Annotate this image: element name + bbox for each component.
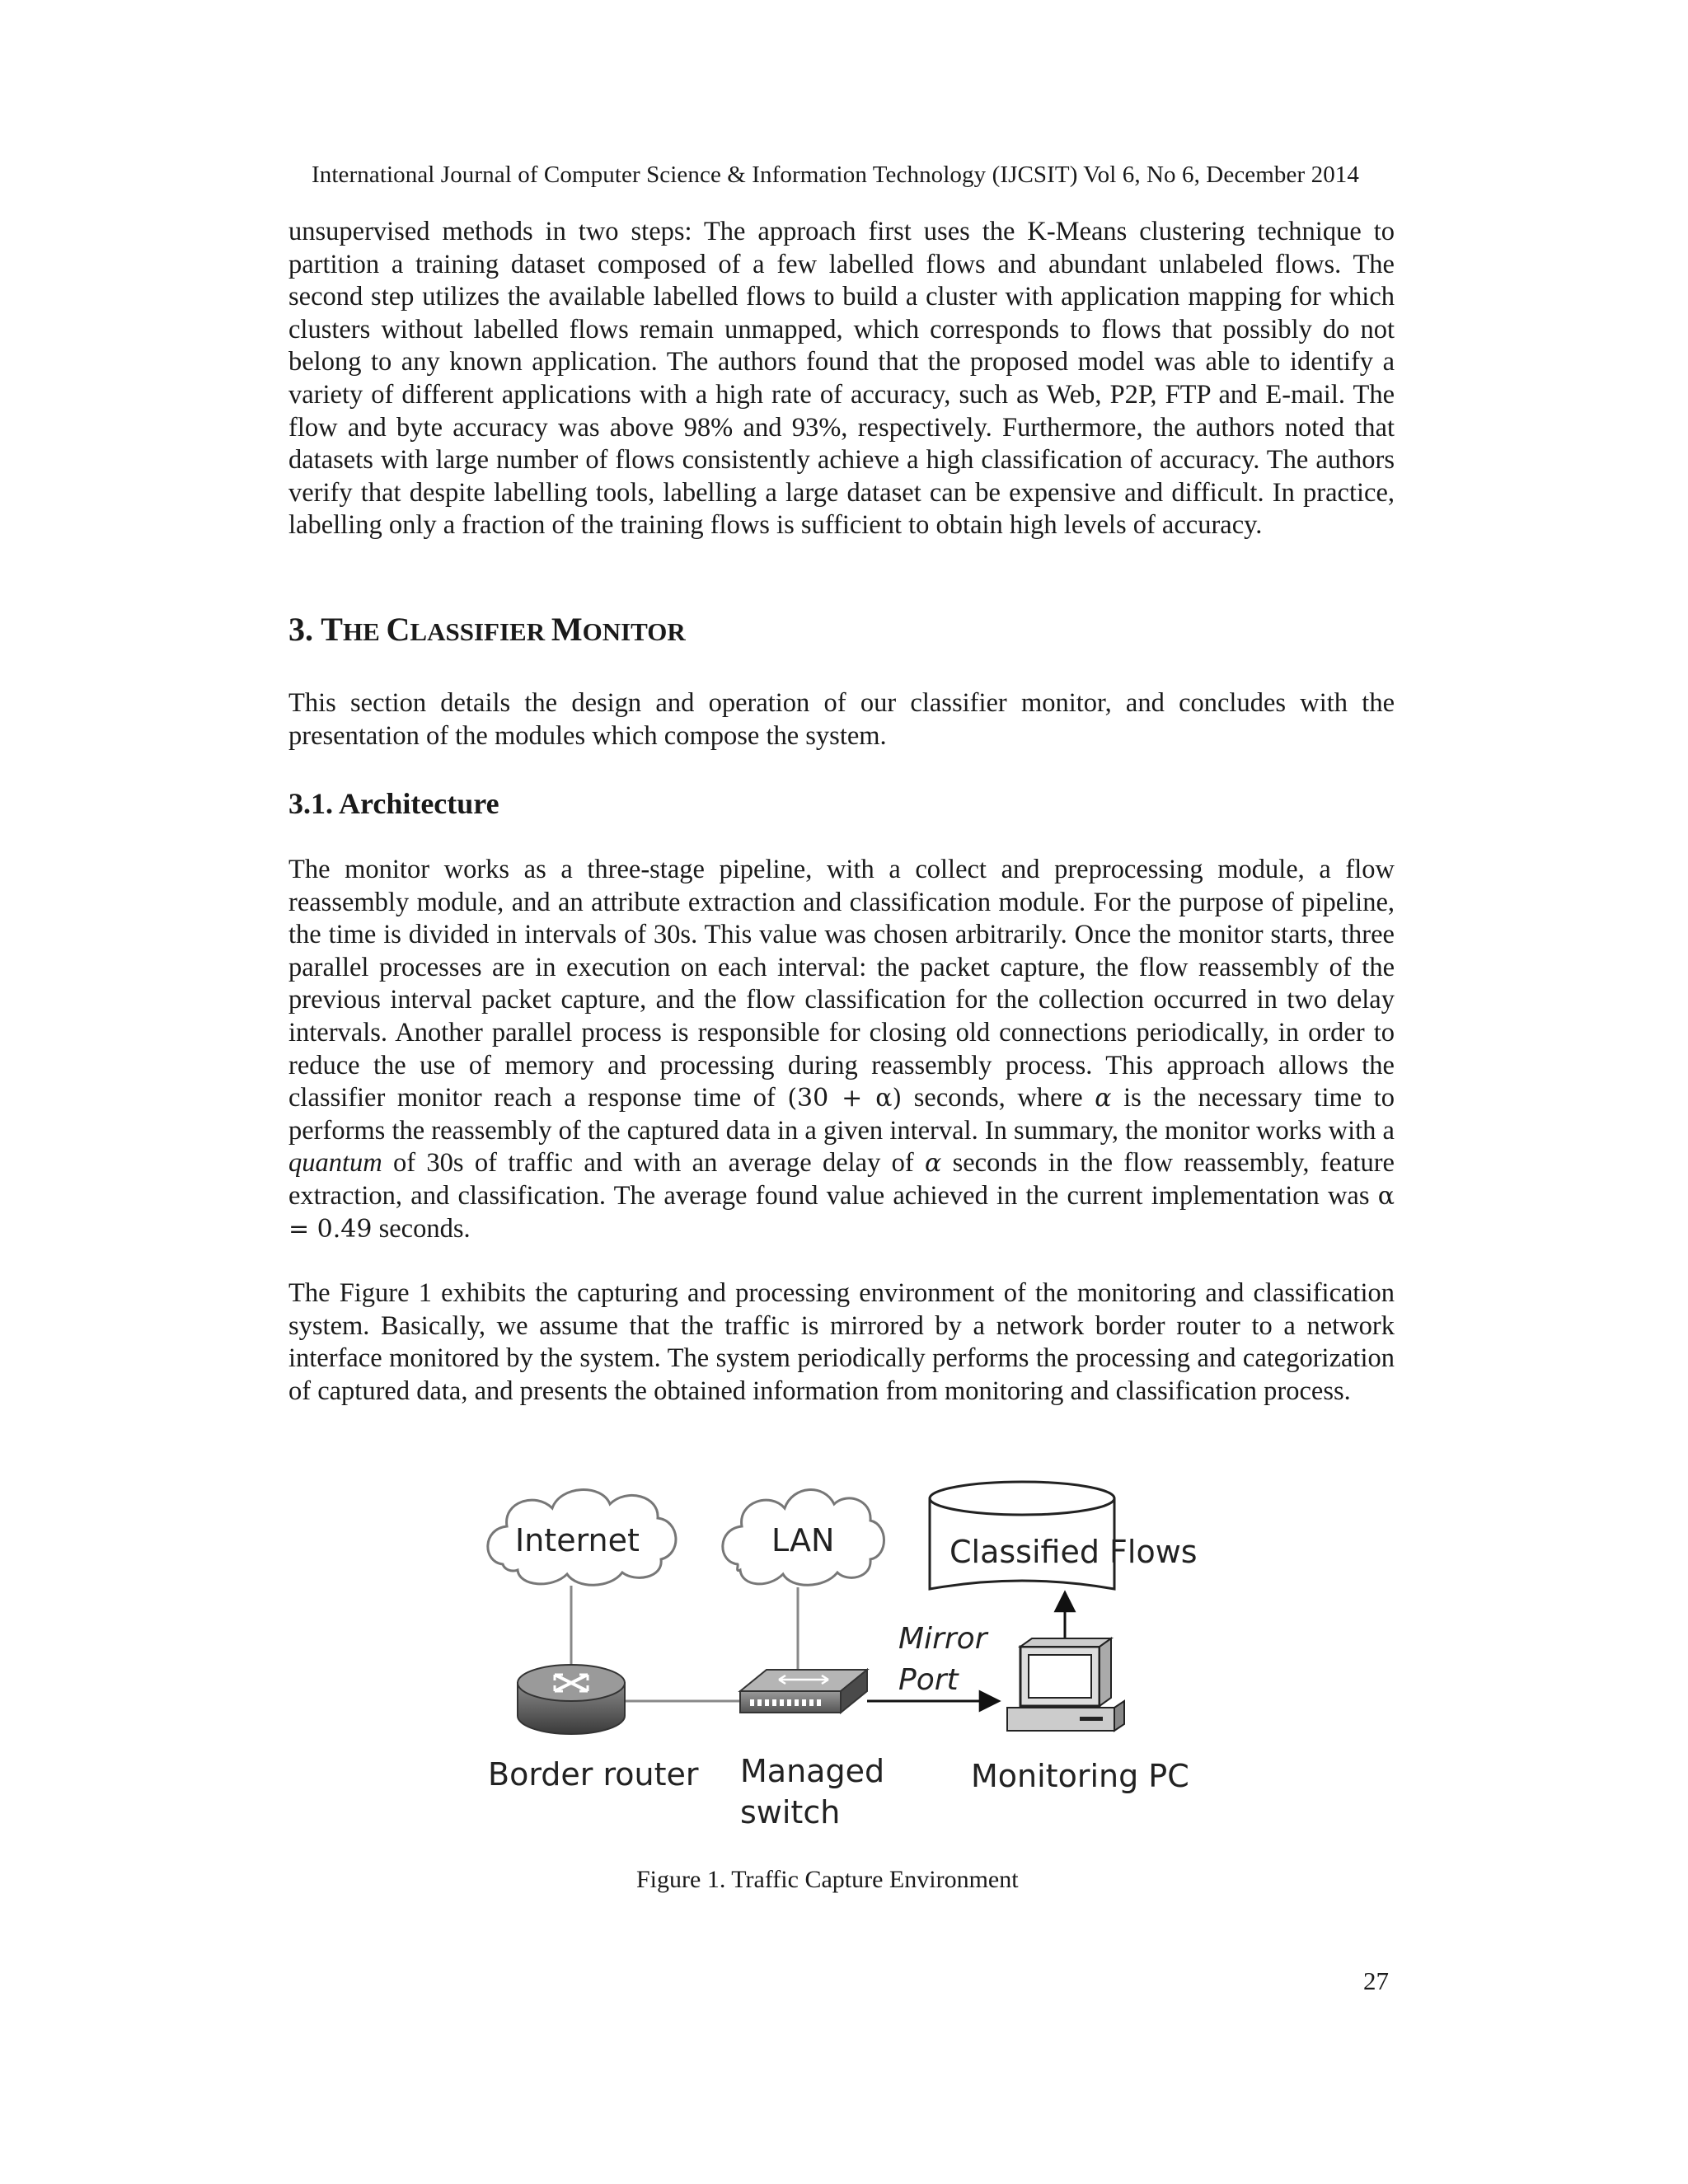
monitoring-pc-icon [1007, 1638, 1124, 1731]
intro-paragraph: unsupervised methods in two steps: The approach first uses the K-Means clustering technique to partition a training dataset composed of a few labelled flows and abundant unlabeled flows. The second step utilizes the available labelled flows to build a cluster with application mapping for which clusters without labelled flows remain unmapped, which corresponds to flows that possibly do not belong to any known application. The authors found that the proposed model was able to identify a variety of different applications with a high rate of accuracy, such as Web, P2P, FTP and E-mail. The flow and byte accuracy was above 98% and 93%, respectively. Furthermore, the authors noted that datasets with large number of flows consistently achieve a high classification of accuracy. The authors verify that despite labelling tools, labelling a large dataset can be expensive and difficult. In practice, labelling only a fraction of the training flows is sufficient to obtain high levels of accuracy. [288, 217, 1395, 541]
subsection-3-1-heading: 3.1. Architecture [288, 787, 499, 820]
quantum-term: quantum [288, 1148, 382, 1179]
border-router-label: Border router [488, 1756, 699, 1793]
figure-caption: Figure 1. Traffic Capture Environment [636, 1866, 1019, 1893]
alpha-value-formula: α = 0.49 [288, 1181, 1395, 1244]
response-time-formula: (30 + α) [787, 1084, 903, 1113]
architecture-paragraph-2: The Figure 1 exhibits the capturing and processing environment of the monitoring and classification system. Basically, we assume that the traffic is mirrored by a network border router to a network interface monitored by the system. The system periodically performs the processing and categorization of captured data, and presents the obtained information from monitoring and classification process. [288, 1278, 1395, 1406]
section-3-intro [288, 687, 1395, 752]
section-number: 3. [288, 611, 313, 648]
running-header: International Journal of Computer Science & Information Technology (IJCSIT) Vol 6, No 6, December 2014 [312, 162, 1360, 188]
section-3-heading: 3. THE CLASSIFIER MONITOR [288, 611, 686, 648]
section-3-paragraph: This section details the design and operation of our classifier monitor, and concludes with the presentation of the modules which compose the system. [288, 688, 1395, 751]
mirror-label: Mirror [898, 1622, 987, 1656]
internet-label: Internet [515, 1522, 640, 1558]
classified-flows-label: Classified Flows [950, 1534, 1198, 1570]
router-icon [518, 1665, 625, 1734]
managed-label: Managed [740, 1753, 885, 1789]
alpha-symbol: α [1095, 1084, 1112, 1113]
alpha-symbol: α [925, 1149, 942, 1179]
port-label: Port [898, 1663, 959, 1697]
page-number: 27 [1363, 1966, 1389, 1995]
switch-icon [740, 1670, 867, 1713]
switch-label: switch [740, 1794, 841, 1830]
monitoring-pc-label: Monitoring PC [971, 1758, 1189, 1794]
architecture-paragraph-1: The monitor works as a three-stage pipeline, with a collect and preprocessing module, a flow reassembly module, and an attribute extraction and classification module. For the purpose of pipeline, the time is divided in intervals of 30s. This value was chosen arbitrarily. Once the monitor starts, three parallel processes are in execution on each interval: the packet capture, the flow reassembly of the previous interval packet capture, and the flow classification for the collection occurred in two delay intervals. Another parallel process is responsible for closing old connections periodically, in order to reduce the use of memory and processing during reassembly process. This approach allows the classifier monitor reach a response time of (30 + α) seconds, where α is the necessary time to performs the reassembly of the captured data in a given interval. In summary, the monitor works with a quantum of 30s of traffic and with an average delay of α seconds in the flow reassembly, feature extraction, and classification. The average found value achieved in the current implementation was α = 0.49 seconds. [288, 855, 1395, 1244]
lan-label: LAN [771, 1522, 835, 1558]
traffic-capture-figure [478, 1467, 1220, 1846]
intro-block [288, 216, 1395, 542]
